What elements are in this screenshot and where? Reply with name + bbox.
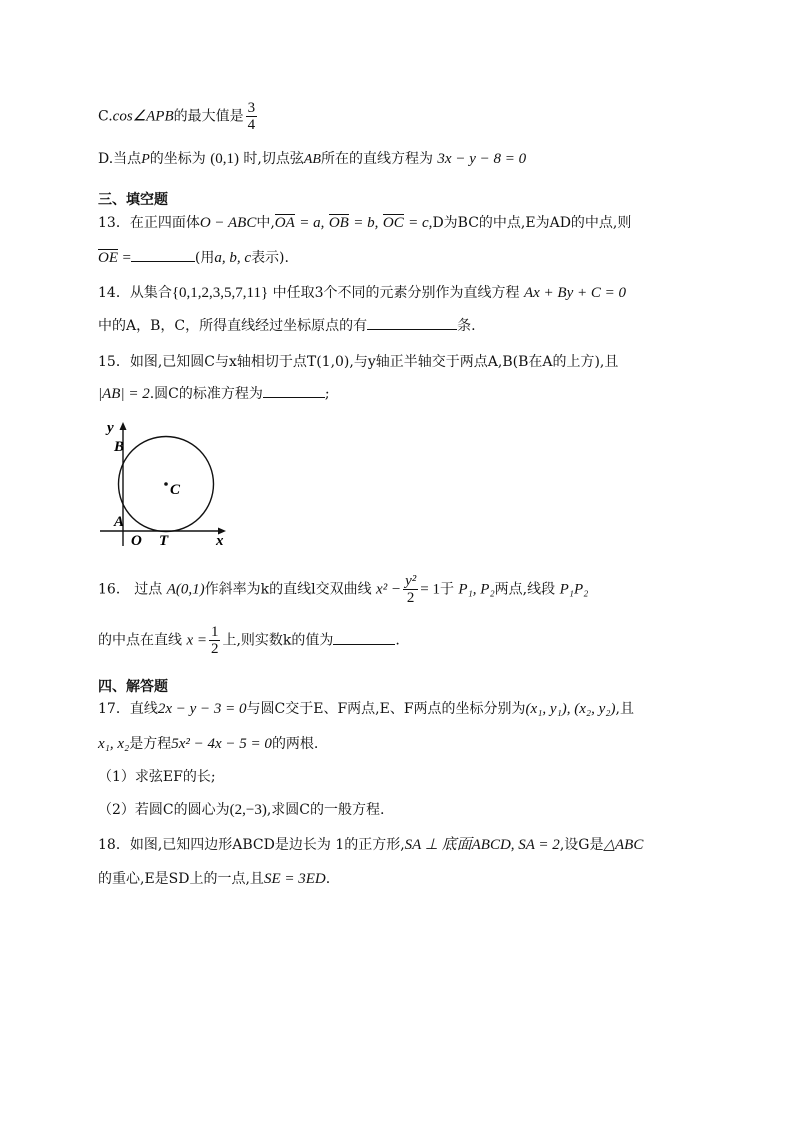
section-heading-answer: 四、解答题 (98, 679, 168, 695)
math-expr: = c, (408, 215, 433, 231)
math-expr: SA ⊥ 底面ABCD, SA = 2 (404, 837, 560, 853)
question-17-line1 (98, 699, 634, 719)
vector-ob: OB (328, 215, 349, 231)
math-equation: 3x − y − 8 = 0 (437, 151, 527, 167)
answer-blank[interactable] (333, 630, 395, 645)
text: D为BC的中点,E为AD的中点,则 (432, 215, 632, 231)
text: 与圆C交于E、F两点,E、F两点的坐标分别为 (246, 701, 526, 717)
answer-blank[interactable] (131, 247, 195, 262)
label-y: y (107, 420, 114, 436)
math-expr: = a, (299, 215, 325, 231)
math-expr: P₁P₂ (559, 581, 589, 598)
option-c (98, 100, 259, 133)
text: 条. (457, 318, 476, 334)
text: 的重心,E是SD上的一点,且 (98, 871, 264, 887)
text: 表示). (251, 250, 289, 266)
math-coord: (2,−3) (229, 802, 267, 818)
text: （2）若圆C的圆心为 (98, 802, 230, 818)
math-equation: 2x − y − 3 = 0 (157, 701, 247, 717)
question-14-line2 (98, 315, 476, 336)
question-16-line2 (98, 624, 400, 657)
option-c-expr: cos∠APB (112, 108, 174, 125)
question-16-line1 (98, 573, 588, 606)
text: ; (324, 386, 330, 402)
question-15-line2 (98, 383, 330, 404)
label-a: A (114, 514, 125, 530)
text: 中任取3个不同的元素分别作为直线方程 (272, 285, 520, 301)
math-expr: x = (186, 632, 207, 649)
math-expr: P₁, P₂ (458, 581, 495, 598)
frac-denominator: 4 (247, 117, 256, 133)
frac-numerator: y² (405, 573, 417, 589)
math-expr: x² − (376, 581, 402, 598)
question-13-line1 (98, 213, 631, 233)
text: 时,切点弦 (243, 151, 304, 167)
math-point: A(0,1) (166, 581, 205, 598)
question-17-line2 (98, 734, 318, 754)
label-o: O (131, 533, 142, 549)
question-number: 18．如图,已知四边形ABCD是边长为 1的正方形, (98, 837, 405, 853)
question-15-line1: 15．如图,已知圆C与x轴相切于点T(1,0),与y轴正半轴交于两点A,B(B在A的上方),且 (98, 354, 619, 370)
math-var: AB (303, 152, 321, 167)
math-expr: = (122, 250, 131, 266)
text: 所在的直线方程为 (320, 151, 433, 167)
math-equation: SE = 3ED (263, 871, 326, 887)
question-13-line2 (98, 247, 289, 268)
math-expr: △ABC (603, 837, 644, 853)
math-expr: a, b, c (214, 250, 252, 266)
option-d (98, 149, 526, 170)
text: 上,则实数k的值为 (222, 632, 334, 649)
text: 两点,线段 (494, 581, 556, 598)
math-expr: = b, (353, 215, 379, 231)
question-number: 17．直线 (98, 701, 158, 717)
text: ,设G是 (559, 837, 604, 853)
text: ,求圆C的一般方程. (266, 802, 385, 818)
vector-oa: OA (274, 215, 295, 231)
label-x: x (216, 533, 224, 549)
text: 于 (439, 581, 454, 598)
math-expr: x₁, x₂ (98, 736, 130, 752)
question-17-part2 (98, 800, 384, 820)
text: 的中点在直线 (98, 632, 182, 649)
frac-numerator: 3 (247, 100, 256, 116)
option-c-fraction (246, 100, 258, 133)
question-18-line1 (98, 835, 643, 855)
question-14-line1 (98, 283, 626, 303)
question-number: 14．从集合 (98, 285, 172, 301)
math-coord: (0,1) (210, 151, 239, 167)
text: . (395, 632, 400, 649)
question-18-line2 (98, 869, 330, 889)
option-c-text: 的最大值是 (173, 108, 244, 125)
circle-figure (96, 418, 236, 554)
half-fraction (209, 624, 221, 657)
text: 作斜率为k的直线l交双曲线 (204, 581, 372, 598)
center-point (164, 482, 168, 486)
section-heading-fill-blank: 三、填空题 (98, 192, 168, 208)
text: ,且 (615, 701, 634, 717)
question-number: 13．在正四面体 (98, 215, 200, 231)
frac-denominator: 2 (406, 590, 415, 606)
text: 的两根. (271, 736, 319, 752)
math-expr: O − ABC (199, 215, 257, 231)
math-expr: |AB| = 2 (98, 386, 150, 402)
vector-oe: OE (98, 250, 118, 266)
frac-denominator: 2 (210, 641, 219, 657)
frac-numerator: 1 (210, 624, 219, 640)
option-c-label: C. (98, 108, 113, 125)
label-t: T (159, 533, 169, 549)
answer-blank[interactable] (263, 383, 325, 398)
question-number: 16． 过点 (98, 581, 163, 598)
question-17-part1: （1）求弦EF的长; (98, 769, 216, 785)
text: 中的A，B，C，所得直线经过坐标原点的有 (98, 318, 368, 334)
text: 中, (256, 215, 275, 231)
math-var: P (141, 152, 150, 167)
math-expr: = 1 (420, 581, 440, 598)
math-equation: 5x² − 4x − 5 = 0 (171, 736, 272, 752)
y-axis-arrow (120, 422, 127, 430)
option-d-label: D.当点 (98, 151, 142, 167)
text: 是方程 (129, 736, 172, 752)
math-coords: (x₁, y₁), (x₂, y₂) (525, 701, 616, 717)
answer-blank[interactable] (367, 315, 457, 330)
text: (用 (194, 250, 215, 266)
math-equation: Ax + By + C = 0 (523, 285, 626, 301)
label-c: C (170, 482, 181, 498)
text: . (325, 871, 331, 887)
vector-oc: OC (382, 215, 404, 231)
hyperbola-fraction (403, 573, 418, 606)
label-b: B (114, 439, 125, 455)
text: .圆C的标准方程为 (149, 386, 263, 402)
text: 的坐标为 (149, 151, 206, 167)
math-set: {0,1,2,3,5,7,11} (171, 285, 269, 301)
